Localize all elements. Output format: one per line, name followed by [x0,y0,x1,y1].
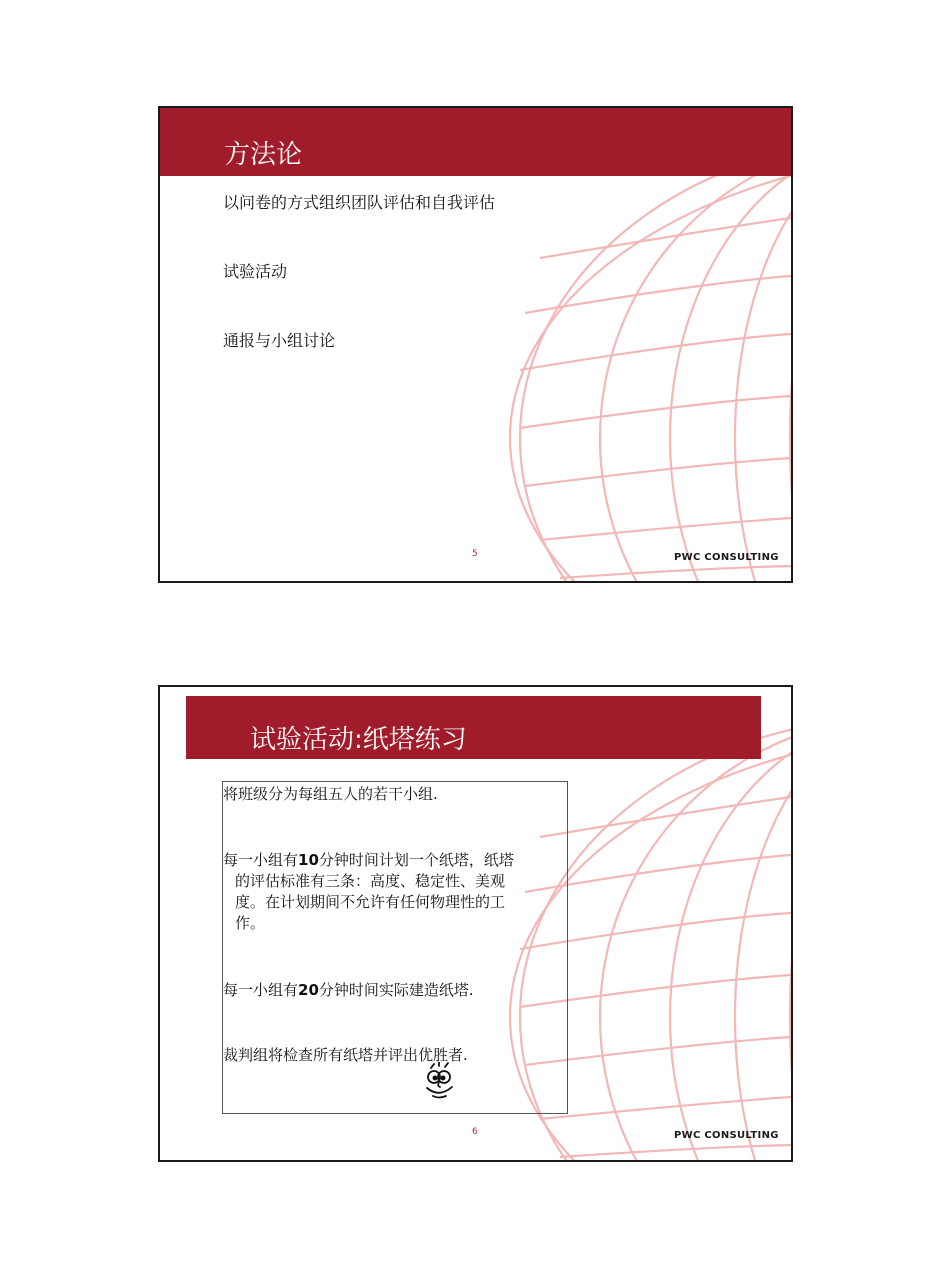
paragraph: 裁判组将检查所有纸塔并评出优胜者. [223,1046,468,1064]
company-logo: PWC CONSULTING [674,1130,779,1141]
number-text: 20 [298,981,319,999]
text-line: 作。 [235,914,266,932]
slide-1 [158,106,793,583]
page-number: 6 [472,1127,478,1137]
paragraph: 将班级分为每组五人的若干小组. [223,785,438,803]
content-textbox [222,781,568,1114]
text-run: 分钟时间计划一个纸塔，纸塔 [318,851,514,869]
text-line: 的评估标准有三条：高度、稳定性、美观 [235,872,506,890]
bullet-item: 以问卷的方式组织团队评估和自我评估 [223,193,496,212]
bullet-item: 通报与小组讨论 [223,331,336,350]
text-run: 分钟时间实际建造纸塔. [318,981,474,999]
paragraph [223,850,514,934]
bullet-item: 试验活动 [223,262,288,281]
number-text: 10 [298,851,319,869]
paragraph [223,980,474,1001]
slide-title: 试验活动:纸塔练习 [250,725,467,755]
company-logo: PWC CONSULTING [674,552,779,563]
smiley-face-icon [419,1062,459,1104]
text-run: 每一小组有 [223,981,299,999]
slide-2 [158,685,793,1162]
page-number: 5 [472,549,478,559]
slide-title: 方法论 [224,140,303,170]
text-line: 度。在计划期间不允许有任何物理性的工 [235,893,506,911]
text-run: 每一小组有 [223,851,299,869]
